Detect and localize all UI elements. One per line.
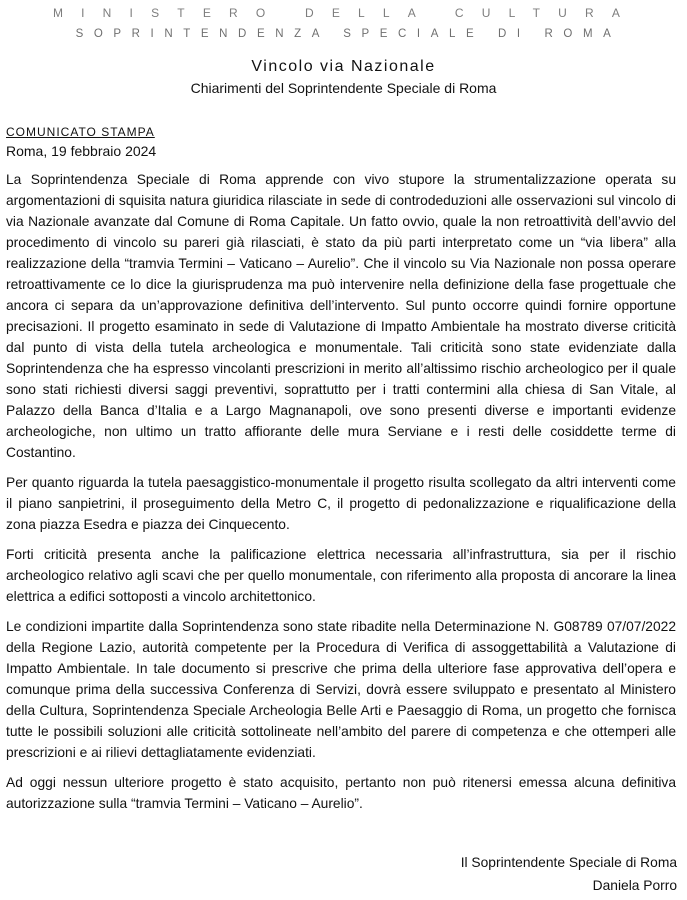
document-date: Roma, 19 febbraio 2024 <box>6 143 157 159</box>
ministry-header: MINISTERO DELLA CULTURA <box>52 6 639 20</box>
body-paragraph-4: Le condizioni impartite dalla Soprintendenza sono state ribadite nella Determinazione N. G08789 07/07/2022 della Regione Lazio, autorità competente per la Procedura di Verifica di assoggettabilità a Valutazione di Impatto Ambientale. In tale documento si prescrive che prima della ulteriore fase approvativa dell’opera e comunque prima della successiva Conferenza di Servizi, dovrà essere sviluppato e presentato al Ministero della Cultura, Soprintendenza Speciale Archeologia Belle Arti e Paesaggio di Roma, un progetto che fornisca tutte le possibili soluzioni alle criticità sottolineate nell’ambito del parere di competenza e che ottemperi alle prescrizioni e ai rilievi dettagliatamente evidenziati. <box>6 619 676 760</box>
body-paragraph-5: Ad oggi nessun ulteriore progetto è stato acquisito, pertanto non può ritenersi emessa alcuna definitiva autorizzazione sulla “tramvia Termini – Vaticano – Aurelio”. <box>6 775 676 811</box>
document-title: Vincolo via Nazionale <box>251 58 436 75</box>
signature-name: Daniela Porro <box>592 878 677 893</box>
press-release-label: COMUNICATO STAMPA <box>6 125 155 139</box>
document-subtitle: Chiarimenti del Soprintendente Speciale di Roma <box>190 80 497 96</box>
body-paragraph-2: Per quanto riguarda la tutela paesaggistico-monumentale il progetto risulta scollegato da altri interventi come il piano sanpietrini, il proseguimento della Metro C, il progetto di pedonalizzazione e riqualificazione della zona piazza Esedra e piazza dei Cinquecento. <box>6 475 676 532</box>
signature-role: Il Soprintendente Speciale di Roma <box>460 855 677 870</box>
signature-block <box>461 851 677 897</box>
body-paragraph-1: La Soprintendenza Speciale di Roma apprende con vivo stupore la strumentalizzazione operata su argomentazioni di squisita natura giuridica rilasciate in sede di controdeduzioni alle osservazioni sul vincolo di via Nazionale avanzate dal Comune di Roma Capitale. Un fatto ovvio, quale la non retroattività dell’avvio del procedimento di vincolo su pareri già rilasciati, è stato da più parti interpretato come un “via libera” alla realizzazione della “tramvia Termini – Vaticano – Aurelio”. Che il vincolo su Via Nazionale non possa operare retroattivamente ce lo dice la giurisprudenza ma può intervenire nella definizione della fase progettuale che ancora ci separa da un’approvazione definitiva dell’intervento. Sul punto occorre quindi fornire opportune precisazioni. Il progetto esaminato in sede di Valutazione di Impatto Ambientale ha mostrato diverse criticità dal punto di vista della tutela archeologica e monumentale. Tali criticità sono state evidenziate dalla Soprintendenza che ha espresso vincolanti prescrizioni in merito all’altissimo rischio archeologico per il quale sono stati richiesti diversi saggi preventivi, soprattutto per i tratti contermini alla chiesa di San Vitale, al Palazzo della Banca d’Italia e a Largo Magnanapoli, ove sono presenti diverse e importanti evidenze archeologiche, non ultimo un tratto affiorante delle mura Serviane e i resti delle cosiddette terme di Costantino. <box>6 172 676 460</box>
department-header: SOPRINTENDENZA SPECIALE DI ROMA <box>75 28 622 40</box>
body-paragraph-3: Forti criticità presenta anche la palificazione elettrica necessaria all’infrastruttura, sia per il rischio archeologico relativo agli scavi che per quello monumentale, con riferimento alla proposta di ancorare la linea elettrica a edifici sottoposti a vincolo architettonico. <box>6 547 676 604</box>
document-body <box>6 169 676 823</box>
